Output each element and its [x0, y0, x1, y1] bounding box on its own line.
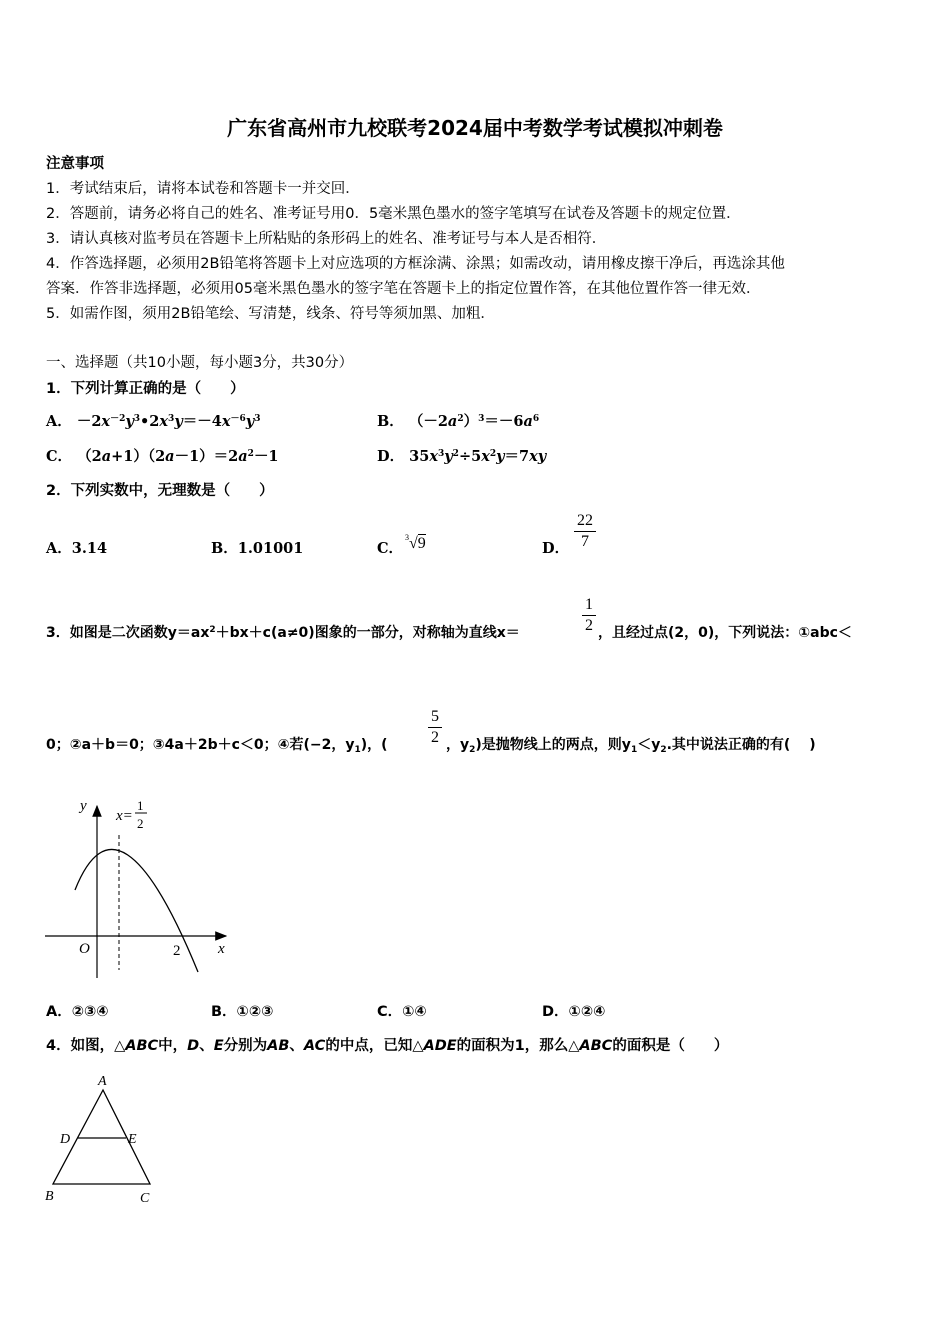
triangle-figure	[40, 1070, 165, 1210]
question-3-line1	[46, 622, 520, 642]
numerator: 1	[585, 596, 593, 613]
axis-eq-numerator: 1	[137, 798, 144, 813]
subscript: 1	[354, 745, 361, 755]
q3-text: )是抛物线上的两点，则y	[475, 737, 631, 753]
q3-text: .其中说法正确的有( )	[666, 737, 816, 753]
notice-item: 4．作答选择题，必须用2B铅笔将答题卡上对应选项的方框涂满、涂黑；如需改动，请用橡皮擦干净后，再选涂其他	[46, 256, 785, 272]
root-index: 3	[405, 533, 409, 542]
q4-text: 的面积是（ ）	[612, 1038, 729, 1054]
q3-text: ，y	[446, 737, 470, 753]
point-d-label: D	[60, 1132, 71, 1147]
q4-var: ADE	[423, 1038, 457, 1054]
q4-var: AC	[303, 1038, 326, 1054]
question-3-line2	[46, 734, 388, 755]
x-label: x	[218, 941, 225, 957]
vertex-b-label: B	[45, 1189, 54, 1204]
q4-var: D	[187, 1038, 200, 1054]
q3-text: 3．如图是二次函数y＝ax	[46, 625, 210, 641]
q2-option-d	[542, 537, 569, 558]
q4-text: 4．如图，△	[46, 1038, 126, 1054]
q4-var: ABC	[579, 1038, 613, 1054]
q2-option-a: A．3.14	[46, 540, 108, 557]
vertex-a-label: A	[98, 1074, 107, 1089]
option-label: B．	[377, 413, 404, 430]
y-label: y	[80, 798, 87, 814]
q1-option-a: A． $-2x^{-2}y^3•2x^3y=-4x^{-6}y^3$	[46, 413, 261, 430]
option-label: A．	[46, 413, 72, 430]
question-3-line1-end: ，且经过点(2，0)，下列说法：①abc＜	[598, 625, 852, 641]
radicand: 9	[417, 535, 426, 552]
q4-text: 、	[289, 1038, 304, 1054]
axis-eq-denominator: 2	[137, 816, 144, 831]
q2-option-c	[377, 537, 403, 558]
exponent: 2	[209, 625, 216, 635]
q3-option-a: A．②③④	[46, 1004, 109, 1020]
q4-text: 的中点，已知△	[325, 1038, 424, 1054]
axis-eq-label: x=	[116, 808, 133, 824]
notice-item: 1．考试结束后，请将本试卷和答题卡一并交回．	[46, 181, 360, 197]
vertex-c-label: C	[140, 1191, 150, 1206]
option-label: D．	[542, 540, 570, 557]
q3-text: )，(	[360, 737, 388, 753]
q1-option-c: C． $(2a+1)(2a-1)=2a^2-1$	[46, 448, 279, 465]
cube-root-9: $^3$√9	[405, 533, 426, 552]
question-3-line2-end	[446, 734, 816, 755]
question-2-stem: 2．下列实数中，无理数是（ ）	[46, 483, 274, 499]
q3-option-b: B．①②③	[211, 1004, 274, 1020]
subscript: 2	[660, 745, 667, 755]
numerator: 22	[577, 512, 593, 529]
q3-option-c: C．①④	[377, 1004, 427, 1020]
notice-heading: 注意事项	[46, 156, 104, 172]
parabola-graph	[40, 790, 240, 985]
q4-text: 、	[199, 1038, 214, 1054]
fraction-1-2	[582, 596, 596, 635]
q4-var: AB	[267, 1038, 290, 1054]
q4-text: 中，	[158, 1038, 188, 1054]
denominator: 2	[431, 729, 439, 746]
fraction-22-7	[574, 512, 596, 551]
q4-var: E	[213, 1038, 224, 1054]
q3-text: ＋bx＋c(a≠0)图象的一部分，对称轴为直线x＝	[215, 625, 520, 641]
q4-var: ABC	[125, 1038, 159, 1054]
root-label: 2	[173, 943, 181, 959]
denominator: 2	[585, 617, 593, 634]
point-e-label: E	[128, 1132, 137, 1147]
option-label: C．	[377, 540, 404, 557]
q2-option-b: B．1.01001	[211, 540, 304, 557]
option-label: C．	[46, 448, 73, 465]
question-4-stem	[46, 1034, 728, 1055]
notice-item: 2．答题前，请务必将自己的姓名、准考证号用0．5毫米黑色墨水的签字笔填写在试卷及答题卡的规定位置．	[46, 206, 741, 222]
q1-option-d: D． $35x^3y^2\div 5x^2y=7xy$	[377, 448, 547, 465]
q3-text: ＜y	[637, 737, 661, 753]
q1-option-b: B． $(-2a^2)^3=-6a^6$	[377, 413, 540, 430]
q4-text: 的面积为1，那么△	[456, 1038, 580, 1054]
denominator: 7	[581, 533, 589, 550]
option-label: D．	[377, 448, 405, 465]
origin-label: O	[79, 941, 90, 957]
subscript: 1	[630, 745, 638, 755]
q4-text: 分别为	[223, 1038, 268, 1054]
notice-item: 5．如需作图，须用2B铅笔绘、写清楚，线条、符号等须加黑、加粗．	[46, 306, 495, 322]
page-title: 广东省高州市九校联考2024届中考数学考试模拟冲刺卷	[227, 116, 723, 140]
notice-item: 答案．作答非选择题，必须用05毫米黑色墨水的签字笔在答题卡上的指定位置作答，在其他位置作答一律无效．	[46, 281, 761, 297]
notice-item: 3．请认真核对监考员在答题卡上所粘贴的条形码上的姓名、准考证号与本人是否相符．	[46, 231, 607, 247]
fraction-5-2	[428, 708, 442, 747]
q3-option-d: D．①②④	[542, 1004, 606, 1020]
q3-text: 0；②a＋b＝0；③4a＋2b＋c＜0；④若(−2，y	[46, 737, 355, 753]
section-heading: 一、选择题（共10小题，每小题3分，共30分）	[46, 355, 354, 371]
question-1-stem: 1．下列计算正确的是（ ）	[46, 381, 245, 397]
subscript: 2	[469, 745, 476, 755]
numerator: 5	[431, 708, 439, 725]
